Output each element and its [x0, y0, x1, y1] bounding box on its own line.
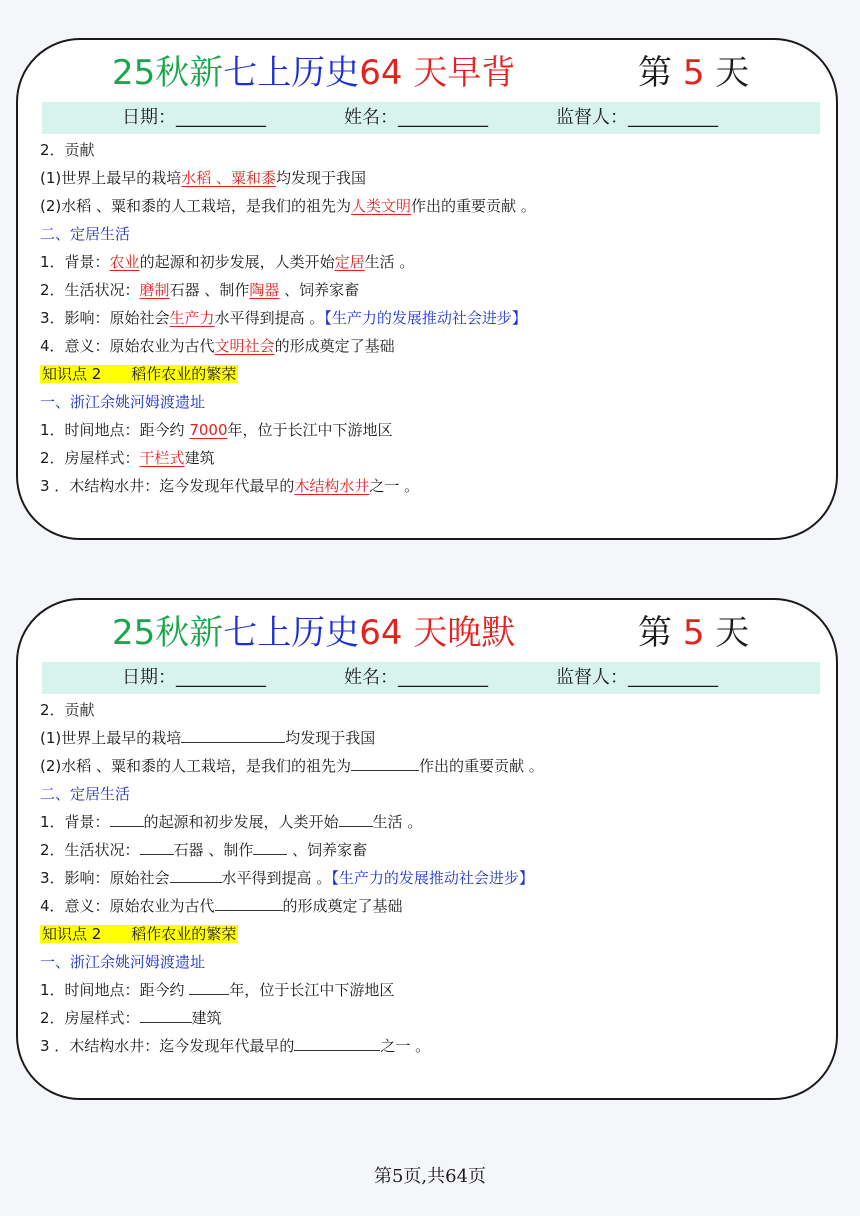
fill-blank[interactable] [110, 812, 144, 827]
answer: 磨制 [139, 281, 170, 299]
card-title [18, 612, 836, 654]
answer: 木结构水井 [294, 477, 370, 495]
morning-card [16, 38, 838, 540]
heading-contribution: 2．贡献 [40, 141, 95, 159]
fill-blank[interactable] [294, 1036, 380, 1051]
fill-blank[interactable] [339, 812, 373, 827]
day-label: 第 5 天 [638, 613, 750, 653]
fill-blank[interactable] [189, 980, 229, 995]
section-hemudu: 一、浙江余姚河姆渡遗址 [40, 393, 206, 411]
answer: 陶器 [249, 281, 280, 299]
content-lines [40, 136, 816, 500]
supervisor-field[interactable]: 监督人：__________ [556, 107, 718, 128]
line-7: 1．时间地点：距今约 年，位于长江中下游地区 [40, 981, 395, 999]
line-1: (1)世界上最早的栽培 均发现于我国 [40, 729, 376, 747]
info-bar [42, 662, 820, 694]
line-5: 3．影响：原始社会生产力水平得到提高 。【生产力的发展推动社会进步】 [40, 309, 527, 327]
fill-blank[interactable] [351, 756, 419, 771]
section-hemudu: 一、浙江余姚河姆渡遗址 [40, 953, 206, 971]
date-field[interactable]: 日期：__________ [122, 107, 266, 128]
title-part: 七上历史 [223, 53, 360, 93]
title-part: 64 天早背 [359, 53, 516, 93]
answer: 生产力 [169, 309, 215, 327]
heading-contribution: 2．贡献 [40, 701, 95, 719]
line-8: 2．房屋样式：干栏式建筑 [40, 449, 215, 467]
line-5: 3．影响：原始社会 水平得到提高 。【生产力的发展推动社会进步】 [40, 869, 534, 887]
line-1: (1)世界上最早的栽培水稻 、粟和黍均发现于我国 [40, 169, 367, 187]
line-2: (2)水稻 、粟和黍的人工栽培，是我们的祖先为人类文明作出的重要贡献 。 [40, 197, 536, 215]
supervisor-field[interactable]: 监督人：__________ [556, 667, 718, 688]
fill-blank[interactable] [181, 728, 285, 743]
answer: 定居 [334, 253, 365, 271]
knowledge-point-2: 知识点 2 稻作农业的繁荣 [42, 925, 237, 943]
day-label: 第 5 天 [638, 53, 750, 93]
line-6: 4．意义：原始农业为古代文明社会的形成奠定了基础 [40, 337, 395, 355]
title-part: 25秋新 [112, 613, 224, 653]
fill-blank[interactable] [140, 1008, 192, 1023]
info-bar [42, 102, 820, 134]
title-part: 25秋新 [112, 53, 224, 93]
answer: 水稻 、粟和黍 [181, 169, 277, 187]
answer: 农业 [109, 253, 140, 271]
line-4: 2．生活状况： 石器 、制作 、饲养家畜 [40, 841, 368, 859]
section-settlement: 二、定居生活 [40, 785, 131, 803]
line-9: 3 ．木结构水井：迄今发现年代最早的 之一 。 [40, 1037, 431, 1055]
section-settlement: 二、定居生活 [40, 225, 131, 243]
line-9: 3 ．木结构水井：迄今发现年代最早的木结构水井之一 。 [40, 477, 420, 495]
content-lines [40, 696, 816, 1060]
line-6: 4．意义：原始农业为古代 的形成奠定了基础 [40, 897, 403, 915]
name-field[interactable]: 姓名：__________ [344, 107, 488, 128]
fill-blank[interactable] [170, 868, 222, 883]
date-field[interactable]: 日期：__________ [122, 667, 266, 688]
fill-blank[interactable] [140, 840, 174, 855]
title-part: 64 天晚默 [359, 613, 516, 653]
line-3: 1．背景：农业的起源和初步发展，人类开始定居生活 。 [40, 253, 415, 271]
line-3: 1．背景： 的起源和初步发展，人类开始 生活 。 [40, 813, 423, 831]
note: 【生产力的发展推动社会进步】 [331, 869, 534, 887]
note: 【生产力的发展推动社会进步】 [324, 309, 527, 327]
name-field[interactable]: 姓名：__________ [344, 667, 488, 688]
knowledge-point-2: 知识点 2 稻作农业的繁荣 [42, 365, 237, 383]
answer: 7000 [189, 421, 228, 439]
card-title [18, 52, 836, 94]
fill-blank[interactable] [253, 840, 287, 855]
line-7: 1．时间地点：距今约 7000年，位于长江中下游地区 [40, 421, 393, 439]
line-2: (2)水稻 、粟和黍的人工栽培，是我们的祖先为 作出的重要贡献 。 [40, 757, 544, 775]
line-4: 2．生活状况：磨制石器 、制作陶器 、饲养家畜 [40, 281, 360, 299]
title-part: 七上历史 [223, 613, 360, 653]
fill-blank[interactable] [215, 896, 283, 911]
answer: 人类文明 [351, 197, 412, 215]
page-footer: 第5页,共64页 [373, 1166, 487, 1187]
answer: 文明社会 [214, 337, 275, 355]
answer: 干栏式 [139, 449, 185, 467]
line-8: 2．房屋样式： 建筑 [40, 1009, 222, 1027]
evening-card [16, 598, 838, 1100]
